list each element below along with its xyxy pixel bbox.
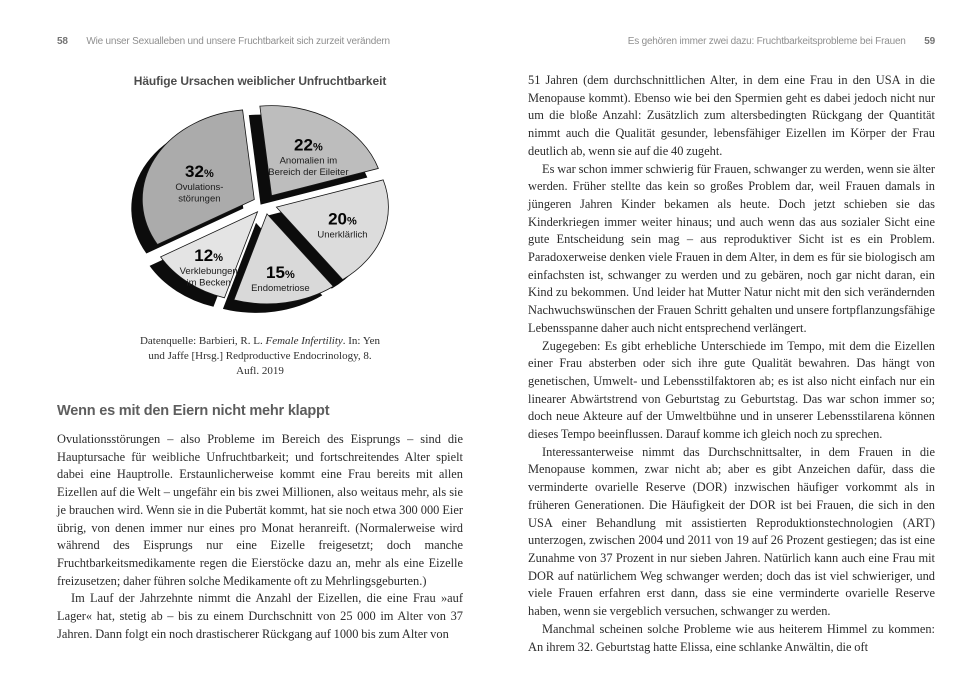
left-body-copy bbox=[57, 431, 463, 643]
pie-slice-percent-label: 12% bbox=[194, 246, 224, 266]
pie-slice-percent-label: 15% bbox=[266, 262, 295, 282]
left-paragraph-1: Ovulationsstörungen – also Probleme im Bereich des Eisprungs – sind die Hauptursache für weibliche Unfruchtbarkeit; und fortschreitendes Alter spielt dabei eine Hauptrolle. Erstaunlicherweise kommt eine Frau bereits mit allen Eizellen auf die Welt – ungefähr ein bis zwei Millionen, also weitaus mehr, als sie je brauchen wird. Wenn sie in die Pubertät kommt, hat sie noch etwa 300 000 Eier übrig, von denen immer nur eines pro Monat heranreift. (Normalerweise wird während des Eisprungs nur eine Eizelle freigesetzt; doch manche Fruchtbarkeitsmedikamente regen die Eierstöcke dazu an, mehr als eine Eizelle freizusetzen; daher führen solche Medikamente oft zu Mehrlingsgeburten.) bbox=[57, 432, 463, 588]
pie-slice-name-label: Unerklärlich bbox=[317, 229, 368, 241]
pie-slice-percent-label: 20% bbox=[328, 209, 357, 229]
page-left bbox=[57, 36, 463, 643]
running-header-title-right: Es gehören immer zwei dazu: Fruchtbarkeitsprobleme bei Frauen bbox=[627, 36, 906, 47]
pie-slice-name-label: Endometriose bbox=[251, 282, 310, 294]
caption-suffix: . In: Yen und Jaffe [Hrsg.] Redproductive Endocrinology, 8. Aufl. 2019 bbox=[148, 335, 381, 377]
left-paragraph-2: Im Lauf der Jahrzehnte nimmt die Anzahl der Eizellen, die eine Frau »auf Lager« hat, stetig ab – bis zu einem Durchschnitt von 25 000 im Alter von 37 Jahren. Dann folgt ein noch drastischerer Rückgang auf 1000 bis zum Alter von bbox=[57, 591, 463, 641]
pie-chart-figure bbox=[57, 74, 463, 379]
section-heading: Wenn es mit den Eiern nicht mehr klappt bbox=[57, 403, 330, 419]
page-number-left: 58 bbox=[57, 36, 68, 47]
pie-slice-name-label: Verklebungen bbox=[179, 266, 238, 278]
pie-slice-name-label: Ovulations- bbox=[175, 182, 224, 194]
caption-italic-title: Female Infertility bbox=[265, 335, 343, 347]
right-paragraph-2: Es war schon immer schwierig für Frauen, schwanger zu werden, wenn sie älter werden. Früher stellte das kein so großes Problem dar, weil Frauen damals in jüngeren Jahren Kinder bekamen als heute. Doch jetzt schieben sie das Kinderkriegen immer weiter hinaus; und auch wenn das aus sozialer Sicht eine gute Entscheidung sein mag – aus reproduktiver Sicht ist es ein Problem. Paradoxerweise denken viele Frauen in dem Alter, in dem es für sie biologisch am einfachsten ist, schwanger zu werden und zu gebären, noch gar nicht daran, ein Kind zu bekommen. Und leider hat Mutter Natur nicht mit den sich verändernden Nachwuchswünschen der Frauen Schritt gehalten und unsere fortpflanzungsfähige Lebensspanne daher auch nicht entsprechend verlängert. bbox=[528, 161, 935, 335]
pie-slice-percent-label: 32% bbox=[185, 162, 214, 182]
right-paragraph-4: Interessanterweise nimmt das Durchschnittsalter, in dem Frauen in die Menopause kommen, zwar nicht ab; aber es gibt Anzeichen dafür, dass die verminderte ovarielle Reserve (DOR) inzwischen häufiger vorkommt als in früheren Generationen. Die Häufigkeit der DOR ist bei Frauen, die sich in den USA einer Behandlung mit assistierten Reproduktionstechnologien (ART) unterzogen, zwischen 2004 und 2011 von 19 auf 26 Prozent gestiegen; das ist eine Zunahme von 37 Prozent in nur sieben Jahren. Natürlich kann auch eine Frau mit DOR auf natürlichem Weg schwanger werden; doch das ist viel schwieriger, und viele Frauen erfahren erst dann, dass sie eine verminderte ovarielle Reserve haben, wenn sie vergeblich versuchen, schwanger zu werden. bbox=[528, 444, 935, 619]
caption-prefix: Datenquelle: Barbieri, R. L. bbox=[139, 335, 266, 347]
pie-chart bbox=[90, 92, 430, 330]
pie-slice-percent-label: 22% bbox=[294, 135, 323, 155]
page-right bbox=[528, 36, 935, 656]
running-header-left bbox=[57, 36, 463, 50]
right-body-copy bbox=[528, 72, 935, 656]
page-number-right: 59 bbox=[924, 36, 935, 47]
chart-caption bbox=[137, 334, 383, 379]
pie-slice-name-label: Bereich der Eileiter bbox=[268, 166, 349, 178]
chart-title: Häufige Ursachen weiblicher Unfruchtbarkeit bbox=[133, 74, 387, 88]
running-header-title-left: Wie unser Sexualleben und unsere Fruchtbarkeit sich zurzeit verändern bbox=[86, 36, 390, 47]
right-paragraph-1: 51 Jahren (dem durchschnittlichen Alter, in dem eine Frau in den USA in die Menopause kommt). Ebenso wie bei den Spermien geht es dabei jedoch nicht nur um die bloße Anzahl: Zusätzlich zum altersbedingten Rückgang der Quantität nimmt auch die Qualität gesunder, lebensfähiger Eizellen im Körper der Frau deutlich ab, wenn sie auf die 40 zugeht. bbox=[528, 73, 935, 158]
pie-slice-name-label: Anomalien im bbox=[279, 155, 338, 167]
right-paragraph-5: Manchmal scheinen solche Probleme wie aus heiterem Himmel zu kommen: An ihrem 32. Geburtstag hatte Elissa, eine schlanke Anwältin, die oft bbox=[528, 621, 935, 654]
pie-slice-name-label: im Becken bbox=[186, 277, 231, 289]
running-header-right bbox=[528, 36, 935, 50]
pie-slice-name-label: störungen bbox=[178, 193, 221, 205]
right-paragraph-3: Zugegeben: Es gibt erhebliche Unterschiede im Tempo, mit dem die Eizellen einer Frau absterben oder sich ihre gute Qualität bewahren. Das hängt von genetischen, Umwelt- und Lebensstilfaktoren ab; es ist also nicht einfach nur ein linearer Abwärtstrend von Geburtstag zu Geburtstag. Das war schon immer so; doch neue Akteure auf der Umweltbühne und in unserer Lebensstilarena können dieses Tempo beeinflussen. Darauf komme ich gleich noch zu sprechen. bbox=[528, 338, 935, 442]
